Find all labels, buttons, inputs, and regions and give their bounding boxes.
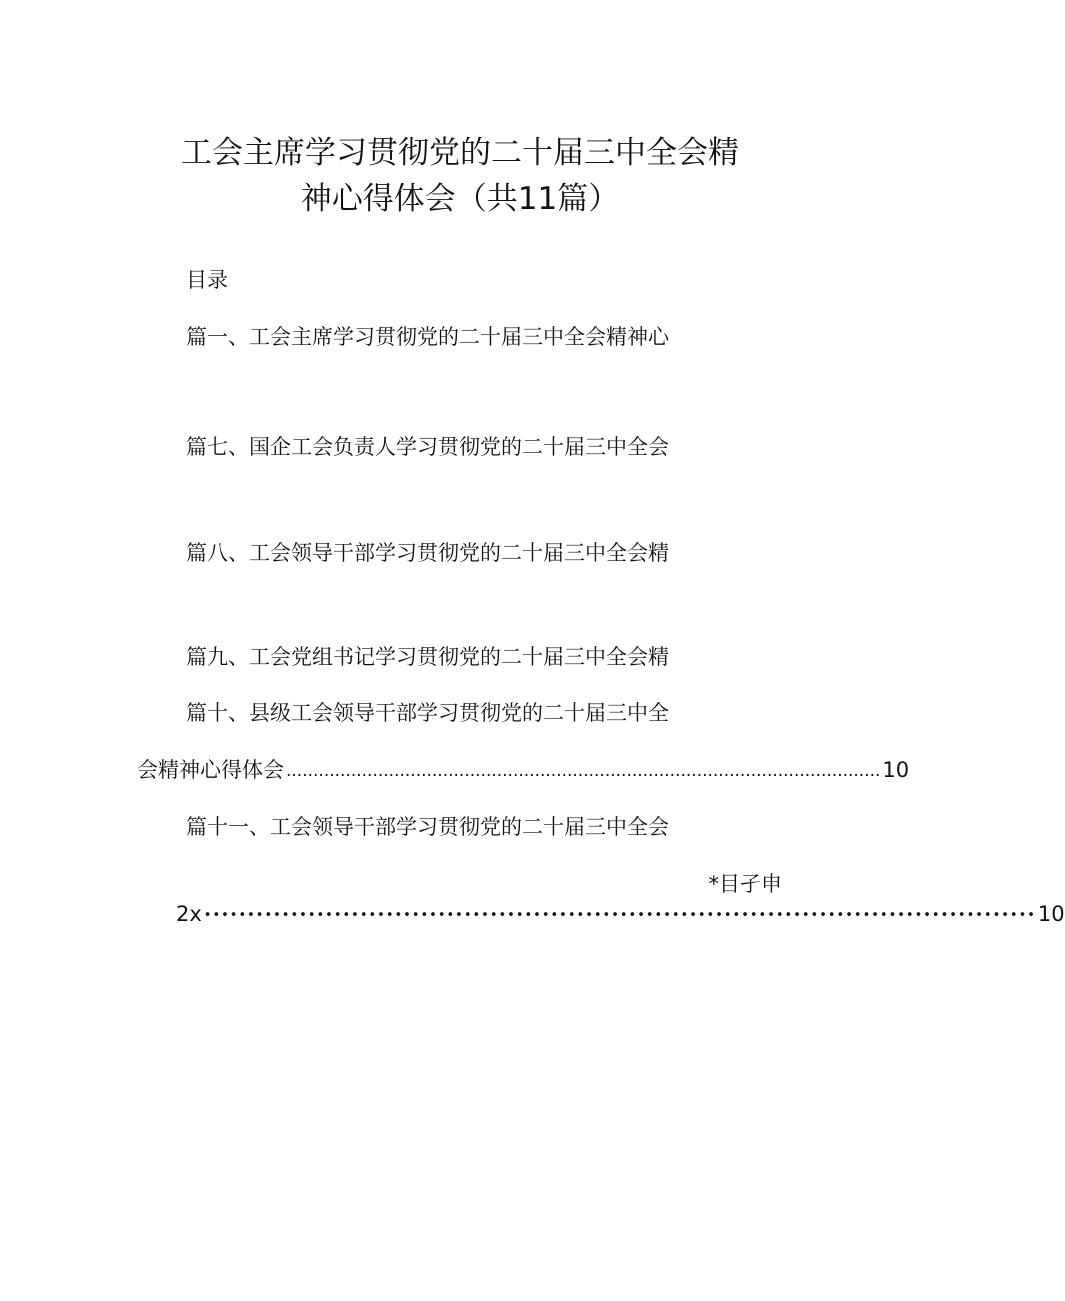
toc-item-9[interactable]: 篇九、工会党组书记学习贯彻党的二十届三中全会精 [186, 645, 669, 669]
toc-page-number: 10 [1037, 902, 1065, 926]
document-title-line-1: 工会主席学习贯彻党的二十届三中全会精 [181, 135, 739, 171]
toc-item-11[interactable]: 篇十一、工会领导干部学习贯彻党的二十届三中全会 [186, 815, 669, 839]
toc-item-11-continuation[interactable] [176, 902, 1065, 926]
toc-item-11-continuation-text: 2x [176, 902, 202, 926]
toc-item-8[interactable]: 篇八、工会领导干部学习贯彻党的二十届三中全会精 [186, 541, 669, 565]
toc-item-1[interactable]: 篇一、工会主席学习贯彻党的二十届三中全会精神心 [186, 325, 669, 349]
toc-leader-bullets: •••••••••••••••••••••••••••••••••••••••••••••••••••••••••••••••••••••••••••••••••••••••••••••••• [203, 908, 1036, 923]
toc-item-11-note: *目孑申 [708, 872, 782, 896]
toc-item-10-continuation-text: 会精神心得体会 [137, 758, 284, 782]
toc-item-10-continuation[interactable] [137, 758, 910, 782]
toc-item-10[interactable]: 篇十、县级工会领导干部学习贯彻党的二十届三中全 [186, 701, 669, 725]
toc-page-number: 10 [882, 758, 910, 782]
document-title-line-2: 神心得体会（共11篇） [300, 181, 620, 217]
toc-item-7[interactable]: 篇七、国企工会负责人学习贯彻党的二十届三中全会 [186, 435, 669, 459]
toc-leader-dots: .............................................................................................................. [286, 761, 881, 781]
toc-heading: 目录 [186, 268, 228, 292]
